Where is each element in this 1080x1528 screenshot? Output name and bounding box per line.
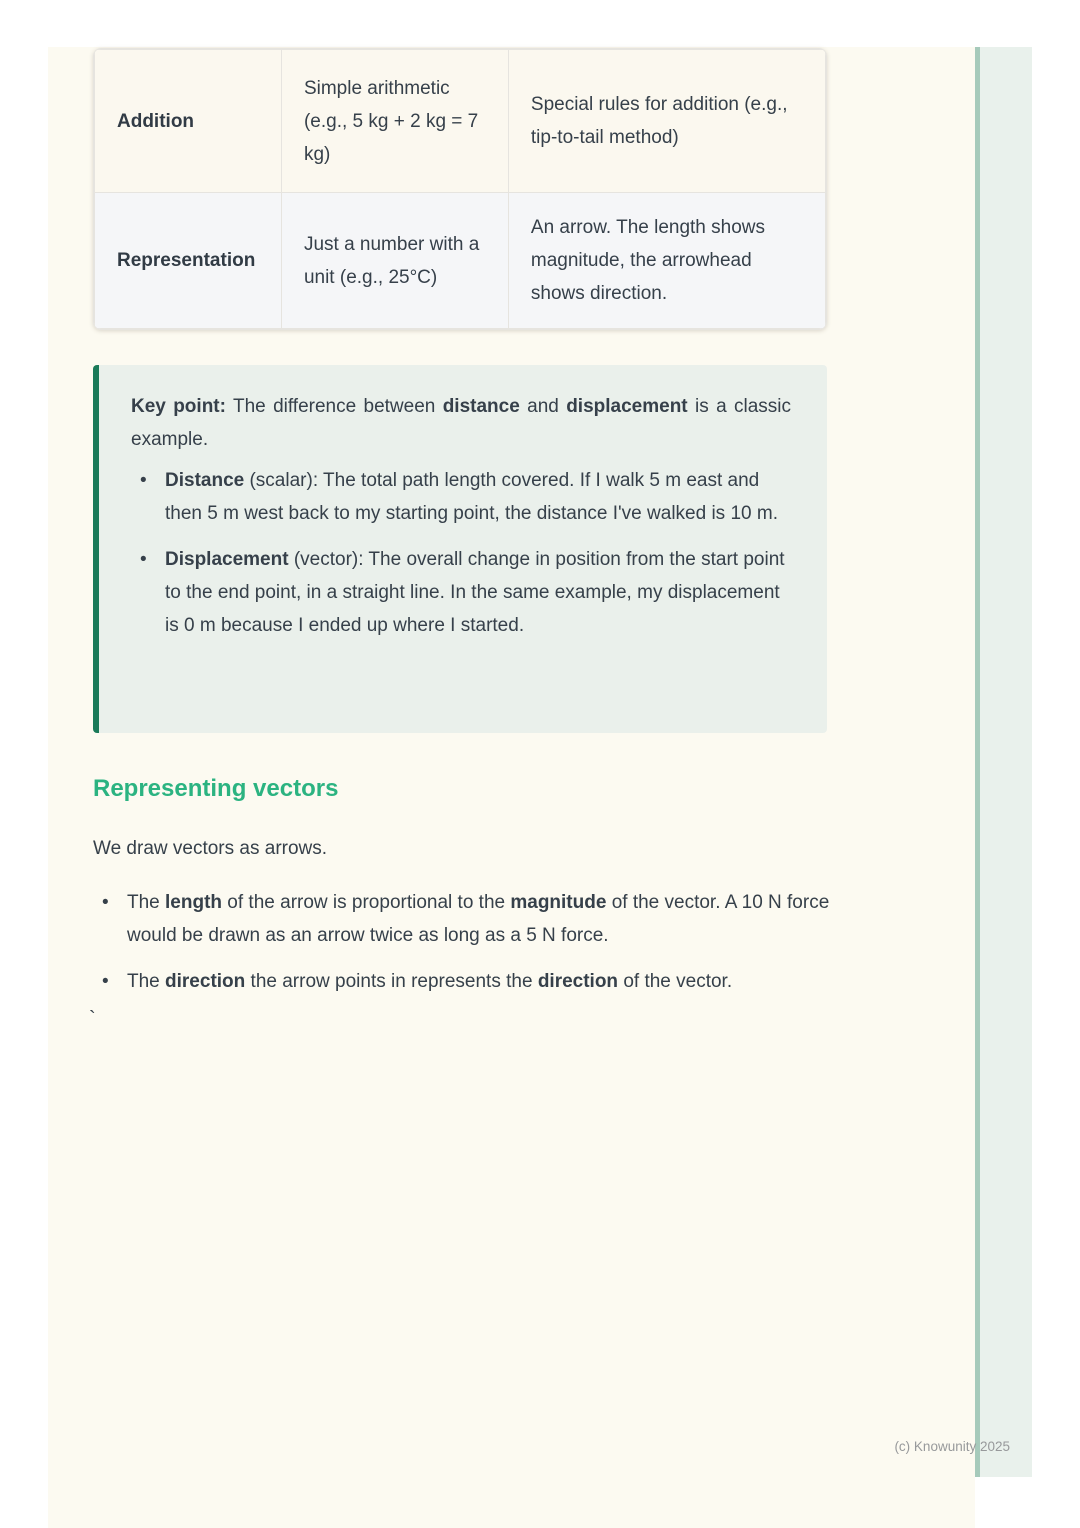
list-item-displacement: • Displacement (vector): The overall change in position from the start point to the end point, in a straight line. In the same example, my displacement is 0 m because I ended up where I started. [131,543,791,642]
section-intro-text: We draw vectors as arrows. [93,838,328,859]
vector-cell: An arrow. The length shows magnitude, the arrowhead shows direction. [508,193,825,329]
key-point-list [131,464,791,642]
table-row [95,50,826,193]
key-point-callout [93,365,827,733]
list-item-length: • The length of the arrow is proportional to the magnitude of the vector. A 10 N force would be drawn as an arrow twice as long as a 5 N force. [93,886,835,952]
scalar-cell: Simple arithmetic (e.g., 5 kg + 2 kg = 7 kg) [281,50,508,193]
section-bullet-list [93,886,835,998]
row-label-addition: Addition [95,50,282,193]
stray-backtick-character: ` [89,1008,96,1030]
row-label-representation: Representation [95,193,282,329]
key-point-intro: Key point: The difference between distance and displacement is a classic example. [131,396,791,450]
table-row [95,193,826,329]
scalar-cell: Just a number with a unit (e.g., 25°C) [281,193,508,329]
copyright-text: (c) Knowunity 2025 [894,1439,1010,1454]
vector-cell: Special rules for addition (e.g., tip-to-tail method) [508,50,825,193]
list-item-distance: • Distance (scalar): The total path length covered. If I walk 5 m east and then 5 m west back to my starting point, the distance I've walked is 10 m. [131,464,791,530]
list-item-direction: • The direction the arrow points in represents the direction of the vector. [93,965,835,998]
scalar-vector-comparison-table [93,48,827,330]
page-edge-panel [980,47,1032,1477]
section-heading: Representing vectors [93,775,339,802]
